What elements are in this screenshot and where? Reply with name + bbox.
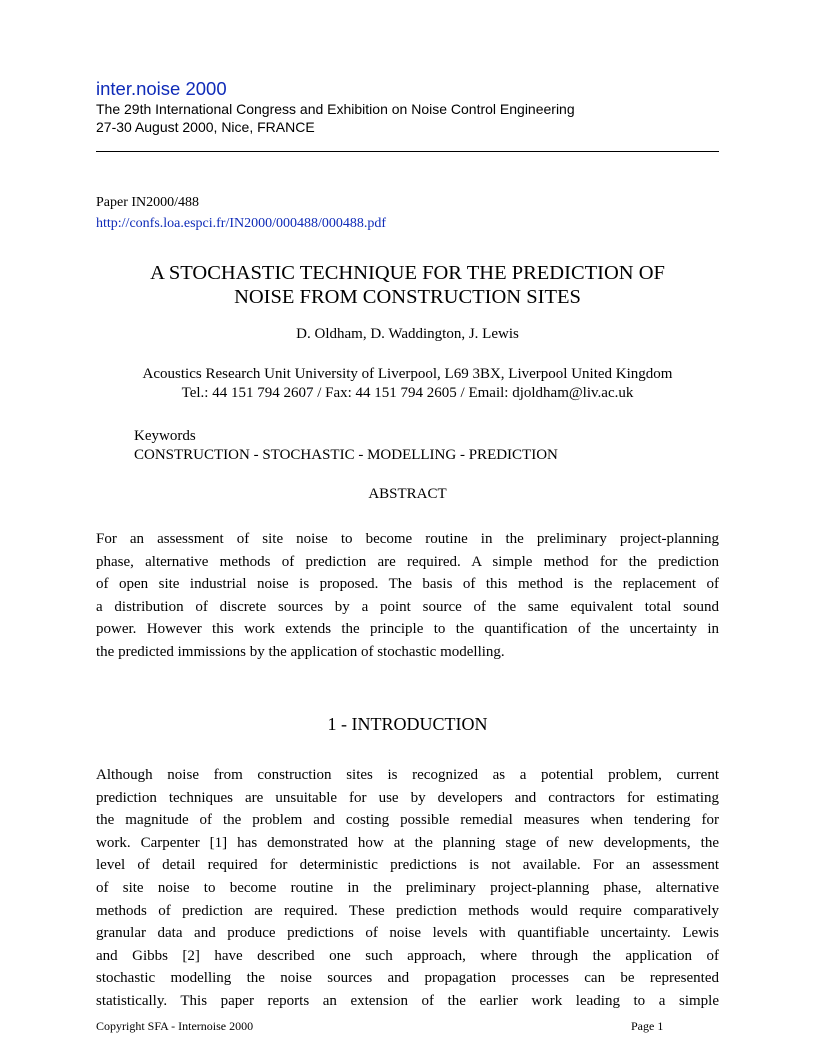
keywords-label: Keywords	[134, 428, 196, 444]
affiliation	[96, 365, 719, 403]
intro-line: stochastic modelling the noise sources and propagation processes can be represented	[96, 970, 719, 987]
header-divider	[96, 151, 719, 152]
abstract-line: of open site industrial noise is proposed. The basis of this method is the replacement of	[96, 576, 719, 593]
conference-name: inter.noise 2000	[96, 78, 227, 99]
footer-copyright: Copyright SFA - Internoise 2000	[96, 1019, 254, 1033]
intro-line: prediction techniques are unsuitable for use by developers and contractors for estimating	[96, 789, 719, 806]
title-line-2: NOISE FROM CONSTRUCTION SITES	[234, 286, 581, 308]
conference-dates: 27-30 August 2000, Nice, FRANCE	[96, 119, 315, 135]
authors: D. Oldham, D. Waddington, J. Lewis	[296, 326, 519, 342]
intro-line: level of detail required for deterministic predictions is not available. For an assessment	[96, 857, 719, 874]
intro-line: the magnitude of the problem and costing possible remedial measures when tendering for	[96, 812, 719, 829]
intro-line: Although noise from construction sites is recognized as a potential problem, current	[96, 767, 719, 783]
abstract-paragraph	[96, 528, 719, 664]
abstract-line: For an assessment of site noise to become routine in the preliminary project-planning	[96, 531, 719, 547]
affiliation-line-1: Acoustics Research Unit University of Liverpool, L69 3BX, Liverpool United Kingdom	[142, 366, 673, 382]
abstract-heading: ABSTRACT	[368, 486, 447, 502]
intro-line: and Gibbs [2] have described one such approach, where through the application of	[96, 947, 719, 964]
intro-line: work. Carpenter [1] has demonstrated how at the planning stage of new developments, the	[96, 834, 719, 851]
affiliation-line-2: Tel.: 44 151 794 2607 / Fax: 44 151 794 2605 / Email: djoldham@liv.ac.uk	[181, 385, 634, 401]
keywords-block	[134, 427, 558, 464]
paper-id: Paper IN2000/488	[96, 195, 200, 210]
intro-line: methods of prediction are required. These prediction methods would require comparatively	[96, 902, 719, 919]
abstract-line: the predicted immissions by the application of stochastic modelling.	[96, 643, 505, 660]
intro-line: statistically. This paper reports an extension of the earlier work leading to a simple	[96, 992, 719, 1009]
intro-line: of site noise to become routine in the preliminary project-planning phase, alternative	[96, 879, 719, 896]
paper-url-link[interactable]: http://confs.loa.espci.fr/IN2000/000488/000488.pdf	[96, 216, 387, 231]
conference-header	[96, 78, 719, 136]
paper-title	[96, 261, 719, 309]
abstract-line: phase, alternative methods of prediction are required. A simple method for the prediction	[96, 553, 719, 570]
introduction-paragraph	[96, 764, 719, 1013]
intro-line: granular data and produce predictions of noise levels with quantifiable uncertainty. Lewis	[96, 925, 719, 942]
title-line-1: A STOCHASTIC TECHNIQUE FOR THE PREDICTION OF	[150, 262, 665, 284]
introduction-heading: 1 - INTRODUCTION	[327, 714, 488, 734]
footer-page-number: Page 1	[631, 1019, 664, 1033]
congress-title: The 29th International Congress and Exhibition on Noise Control Engineering	[96, 101, 575, 117]
keywords-list: CONSTRUCTION - STOCHASTIC - MODELLING - PREDICTION	[134, 446, 558, 463]
abstract-line: a distribution of discrete sources by a point source of the same equivalent total sound	[96, 598, 719, 615]
abstract-line: power. However this work extends the principle to the quantification of the uncertainty in	[96, 621, 719, 638]
